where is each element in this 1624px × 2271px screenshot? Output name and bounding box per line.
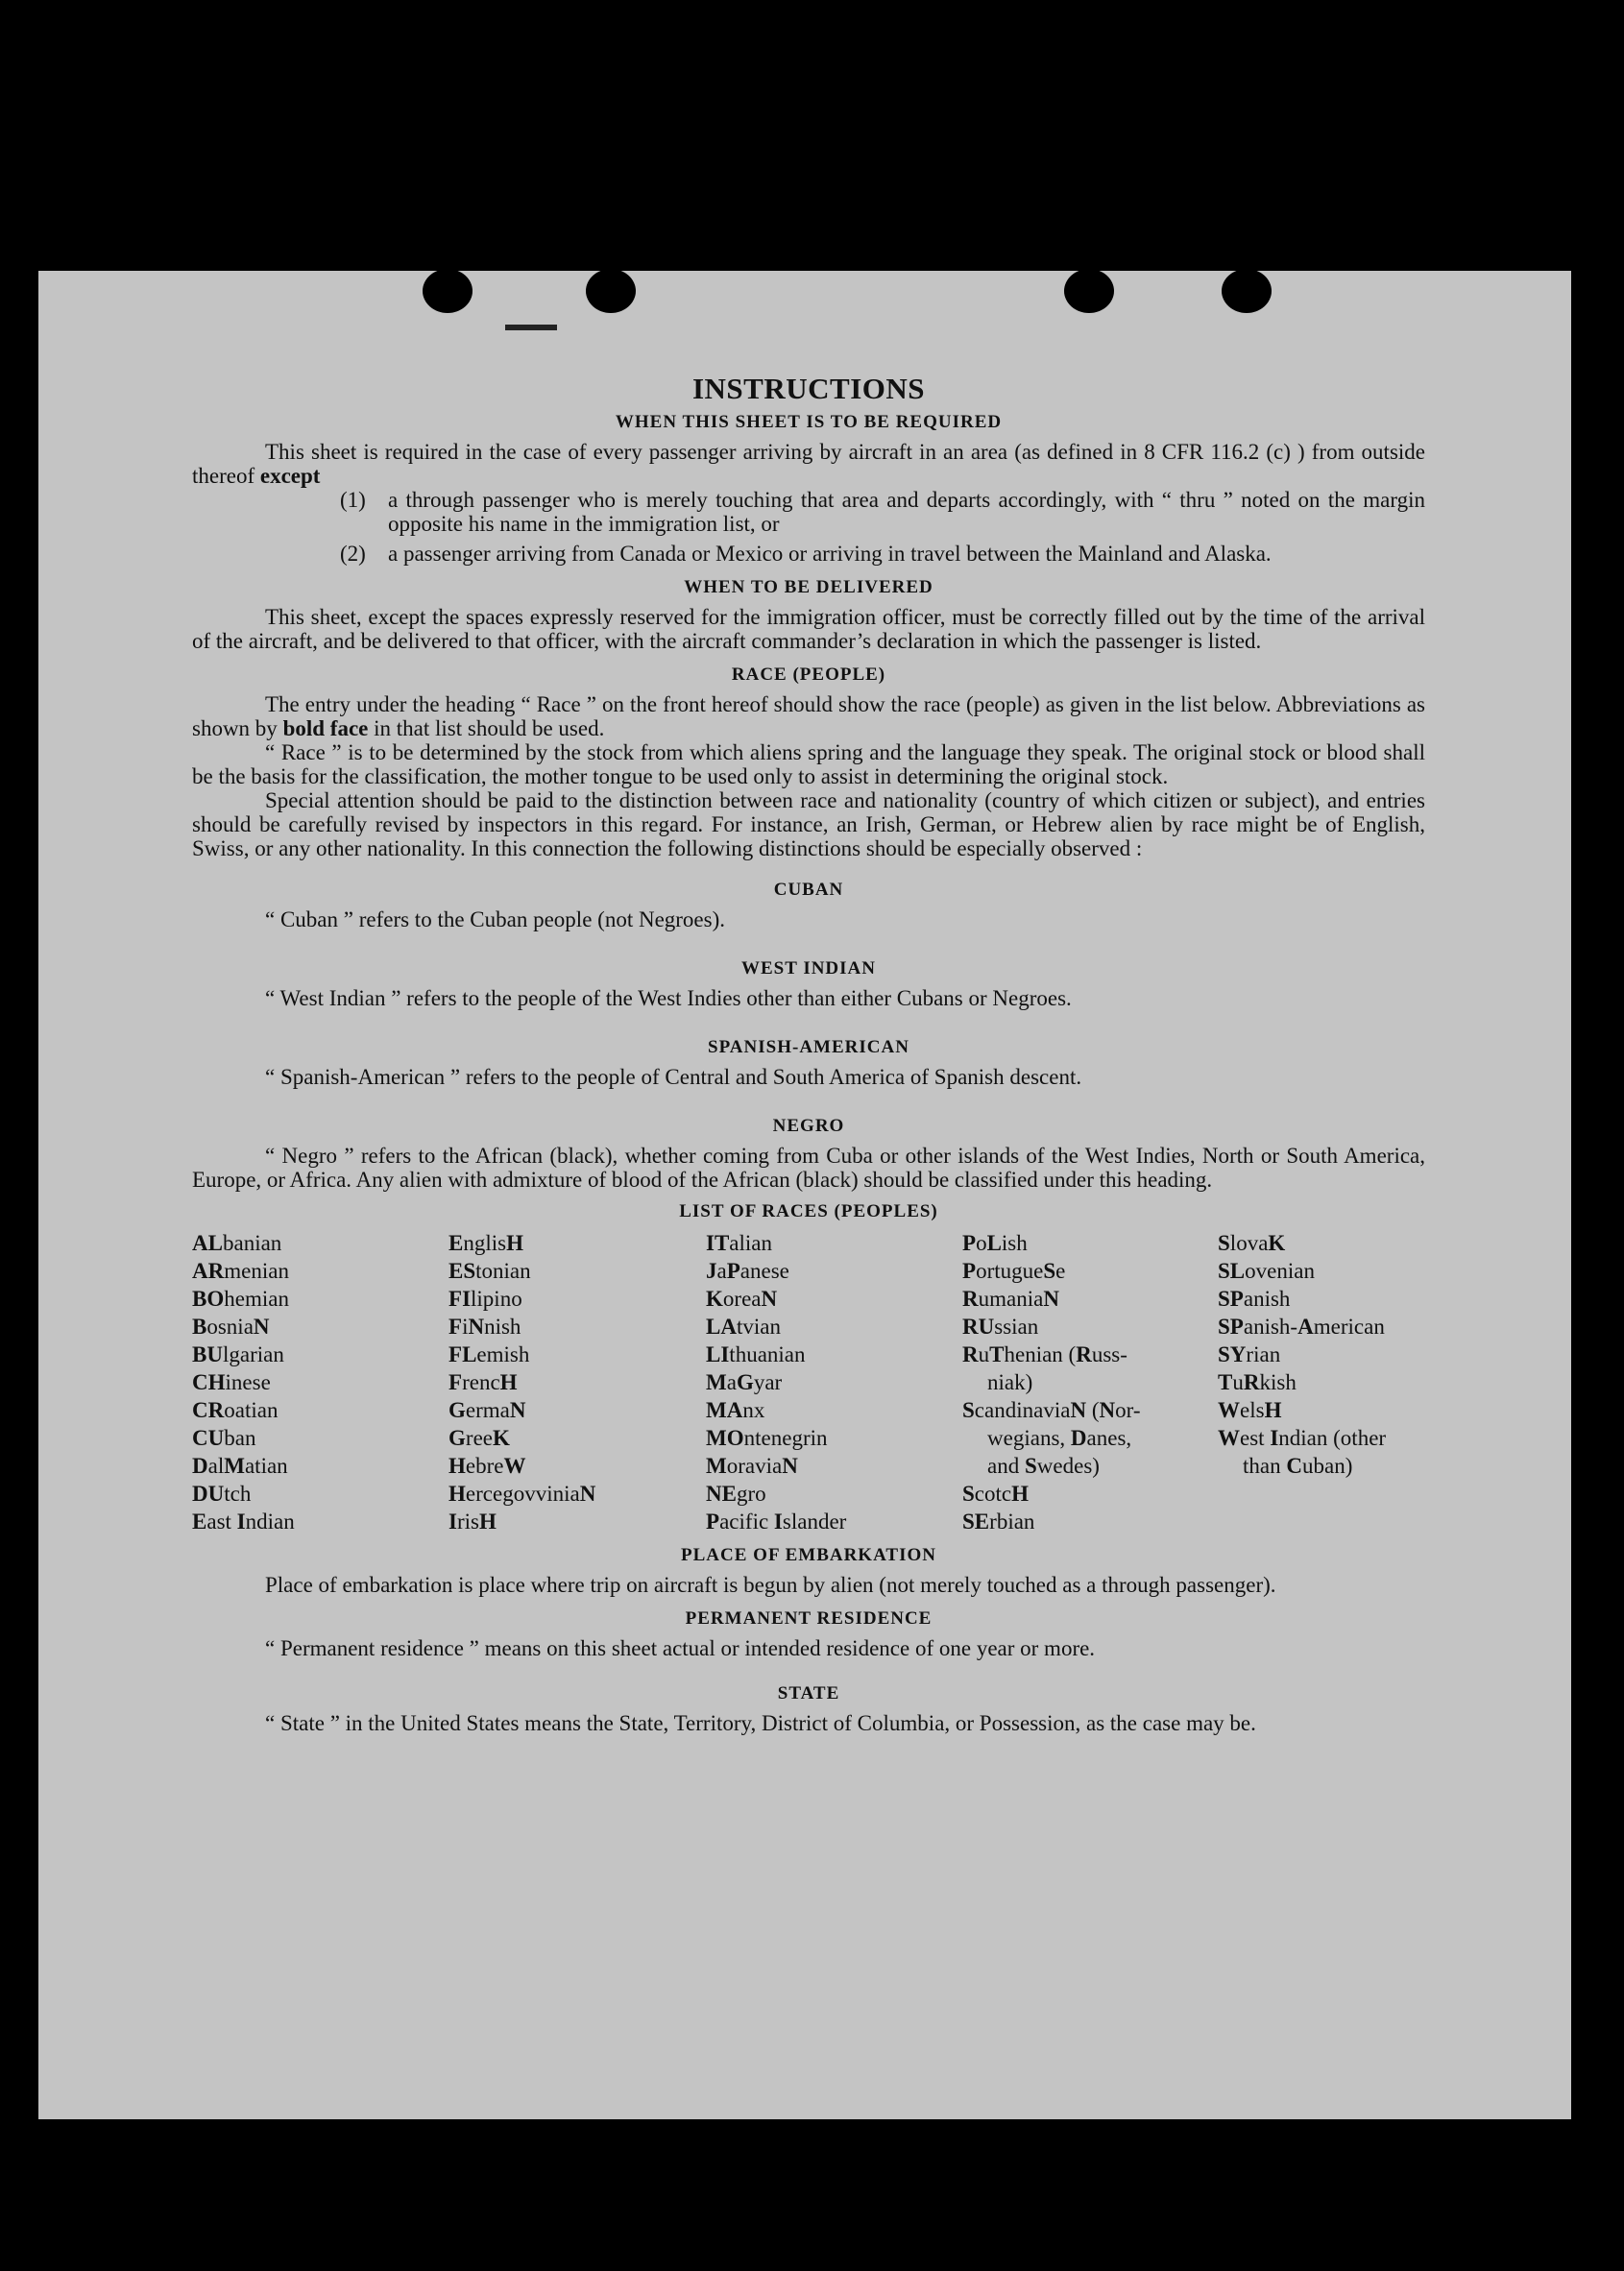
race-entry: than Cuban) [1243, 1454, 1353, 1478]
section-heading-required: WHEN THIS SHEET IS TO BE REQUIRED [615, 412, 1003, 432]
race-entry: BOhemian [192, 1287, 289, 1311]
section-heading-state: STATE [777, 1683, 840, 1703]
race-entry: FLemish [448, 1342, 530, 1366]
section-heading-race: RACE (PEOPLE) [731, 664, 886, 685]
race-entry: MAnx [706, 1398, 765, 1422]
race-entry: SlovaK [1218, 1231, 1286, 1255]
residence-text: “ Permanent residence ” means on this sheet actual or intended residence of one year or more. [265, 1636, 1096, 1660]
race-entry: PortugueSe [962, 1259, 1066, 1283]
section-heading-cuban: CUBAN [773, 880, 844, 900]
race-entry: ARmenian [192, 1259, 289, 1283]
punch-hole [586, 269, 636, 313]
races-column [448, 1229, 706, 1535]
race-entry: wegians, Danes, [987, 1426, 1132, 1450]
exception-item-2: (2) a passenger arriving from Canada or Mexico or arriving in travel between the Mainland and Alaska. [340, 542, 1272, 566]
race-entry: NEgro [706, 1482, 766, 1506]
race-paragraph-2: “ Race ” is to be determined by the stock from which aliens spring and the language they speak. The original stock or blood shall be the basis for the classification, the mother tongue to be used only to assist in determining the original stock. [192, 740, 1425, 788]
race-entry: FiNnish [448, 1315, 521, 1339]
punch-hole [1064, 269, 1114, 313]
races-column [192, 1229, 448, 1535]
race-entry: Pacific Islander [706, 1510, 847, 1534]
section-heading-west-indian: WEST INDIAN [741, 958, 876, 978]
race-entry: SErbian [962, 1510, 1035, 1534]
state-text: “ State ” in the United States means the State, Territory, District of Columbia, or Possession, as the case may be. [265, 1711, 1256, 1735]
race-entry: PoLish [962, 1231, 1028, 1255]
race-entry: DalMatian [192, 1454, 288, 1478]
race-entry: ScotcH [962, 1482, 1030, 1506]
race-entry: SPanish-American [1218, 1315, 1385, 1339]
punch-hole [1222, 269, 1272, 313]
document-sheet [38, 271, 1571, 2119]
race-entry: ALbanian [192, 1231, 282, 1255]
race-entry: CRoatian [192, 1398, 279, 1422]
race-entry: RuThenian (Russ- [962, 1342, 1127, 1366]
punch-hole [423, 269, 473, 313]
page-title: INSTRUCTIONS [691, 372, 925, 405]
section-heading-spanish-american: SPANISH-AMERICAN [708, 1037, 909, 1057]
section-heading-residence: PERMANENT RESIDENCE [685, 1608, 933, 1629]
race-entry: HebreW [448, 1454, 526, 1478]
race-entry: IrisH [448, 1510, 497, 1534]
race-entry: BUlgarian [192, 1342, 284, 1366]
exception-item-1: (1) a through passenger who is merely touching that area and departs accordingly, with “ thru ” noted on the margin opposite his name in the immigration list, or [340, 488, 1425, 536]
races-column [962, 1229, 1218, 1535]
west-indian-text: “ West Indian ” refers to the people of the West Indies other than either Cubans or Negroes. [265, 986, 1072, 1010]
race-paragraph-1: The entry under the heading “ Race ” on the front hereof should show the race (people) as given in the list below. Abbreviations as shown by bold face in that list should be used. [192, 692, 1425, 740]
race-entry: MOntenegrin [706, 1426, 828, 1450]
section-heading-list: LIST OF RACES (PEOPLES) [679, 1201, 938, 1221]
race-entry: ScandinaviaN (Nor- [962, 1398, 1141, 1422]
required-intro: This sheet is required in the case of every passenger arriving by aircraft in an area (as defined in 8 CFR 116.2 (c) ) from outside thereof except [192, 440, 1425, 488]
race-paragraph-3: Special attention should be paid to the distinction between race and nationality (country of which citizen or subject), and entries should be carefully revised by inspectors in this regard. For instance, an Irish, German, or Hebrew alien by race might be of English, Swiss, or any other nationality. In this connection the following distinctions should be especially observed : [192, 788, 1425, 860]
race-entry: East Indian [192, 1510, 295, 1534]
race-entry: MaGyar [706, 1370, 783, 1394]
race-entry: KoreaN [706, 1287, 778, 1311]
race-entry: FrencH [448, 1370, 518, 1394]
cuban-text: “ Cuban ” refers to the Cuban people (not Negroes). [265, 907, 726, 931]
race-entry: WelsH [1218, 1398, 1282, 1422]
race-entry: CHinese [192, 1370, 271, 1394]
embarkation-text: Place of embarkation is place where trip on aircraft is begun by alien (not merely touched as a through passenger). [265, 1573, 1276, 1597]
race-entry: RumaniaN [962, 1287, 1059, 1311]
race-entry: HercegovviniaN [448, 1482, 596, 1506]
section-heading-embarkation: PLACE OF EMBARKATION [681, 1545, 936, 1565]
race-entry: LIthuanian [706, 1342, 806, 1366]
race-entry: CUban [192, 1426, 256, 1450]
race-entry: SPanish [1218, 1287, 1291, 1311]
race-entry: FIlipino [448, 1287, 522, 1311]
delivered-text: This sheet, except the spaces expressly reserved for the immigration officer, must be correctly filled out by the time of the arrival of the aircraft, and be delivered to that officer, with the aircraft commander’s declaration in which the passenger is listed. [192, 605, 1425, 653]
race-entry: EStonian [448, 1259, 531, 1283]
instructions-body [192, 372, 1425, 1735]
race-entry: LAtvian [706, 1315, 781, 1339]
race-entry: SYrian [1218, 1342, 1281, 1366]
race-entry: GreeK [448, 1426, 510, 1450]
race-entry: DUtch [192, 1482, 252, 1506]
race-entry: West Indian (other [1218, 1426, 1387, 1450]
section-heading-delivered: WHEN TO BE DELIVERED [684, 577, 933, 597]
race-entry: TuRkish [1218, 1370, 1297, 1394]
races-column [706, 1229, 962, 1535]
race-entry: JaPanese [706, 1259, 789, 1283]
race-entry: MoraviaN [706, 1454, 798, 1478]
race-entry: EnglisH [448, 1231, 523, 1255]
races-list [192, 1229, 1425, 1535]
race-entry: BosniaN [192, 1315, 270, 1339]
spanish-american-text: “ Spanish-American ” refers to the people of Central and South America of Spanish descent. [265, 1065, 1082, 1089]
negro-text: “ Negro ” refers to the African (black), whether coming from Cuba or other islands of the West Indies, North or South America, Europe, or Africa. Any alien with admixture of blood of the African (black) should be classified under this heading. [192, 1144, 1425, 1192]
section-heading-negro: NEGRO [772, 1116, 845, 1136]
race-entry: ITalian [706, 1231, 773, 1255]
race-entry: RUssian [962, 1315, 1039, 1339]
race-entry: niak) [987, 1370, 1033, 1394]
race-entry: GermaN [448, 1398, 526, 1422]
race-entry: SLovenian [1218, 1259, 1315, 1283]
ink-mark [505, 325, 557, 330]
race-entry: and Swedes) [987, 1454, 1100, 1478]
races-column [1218, 1229, 1429, 1535]
